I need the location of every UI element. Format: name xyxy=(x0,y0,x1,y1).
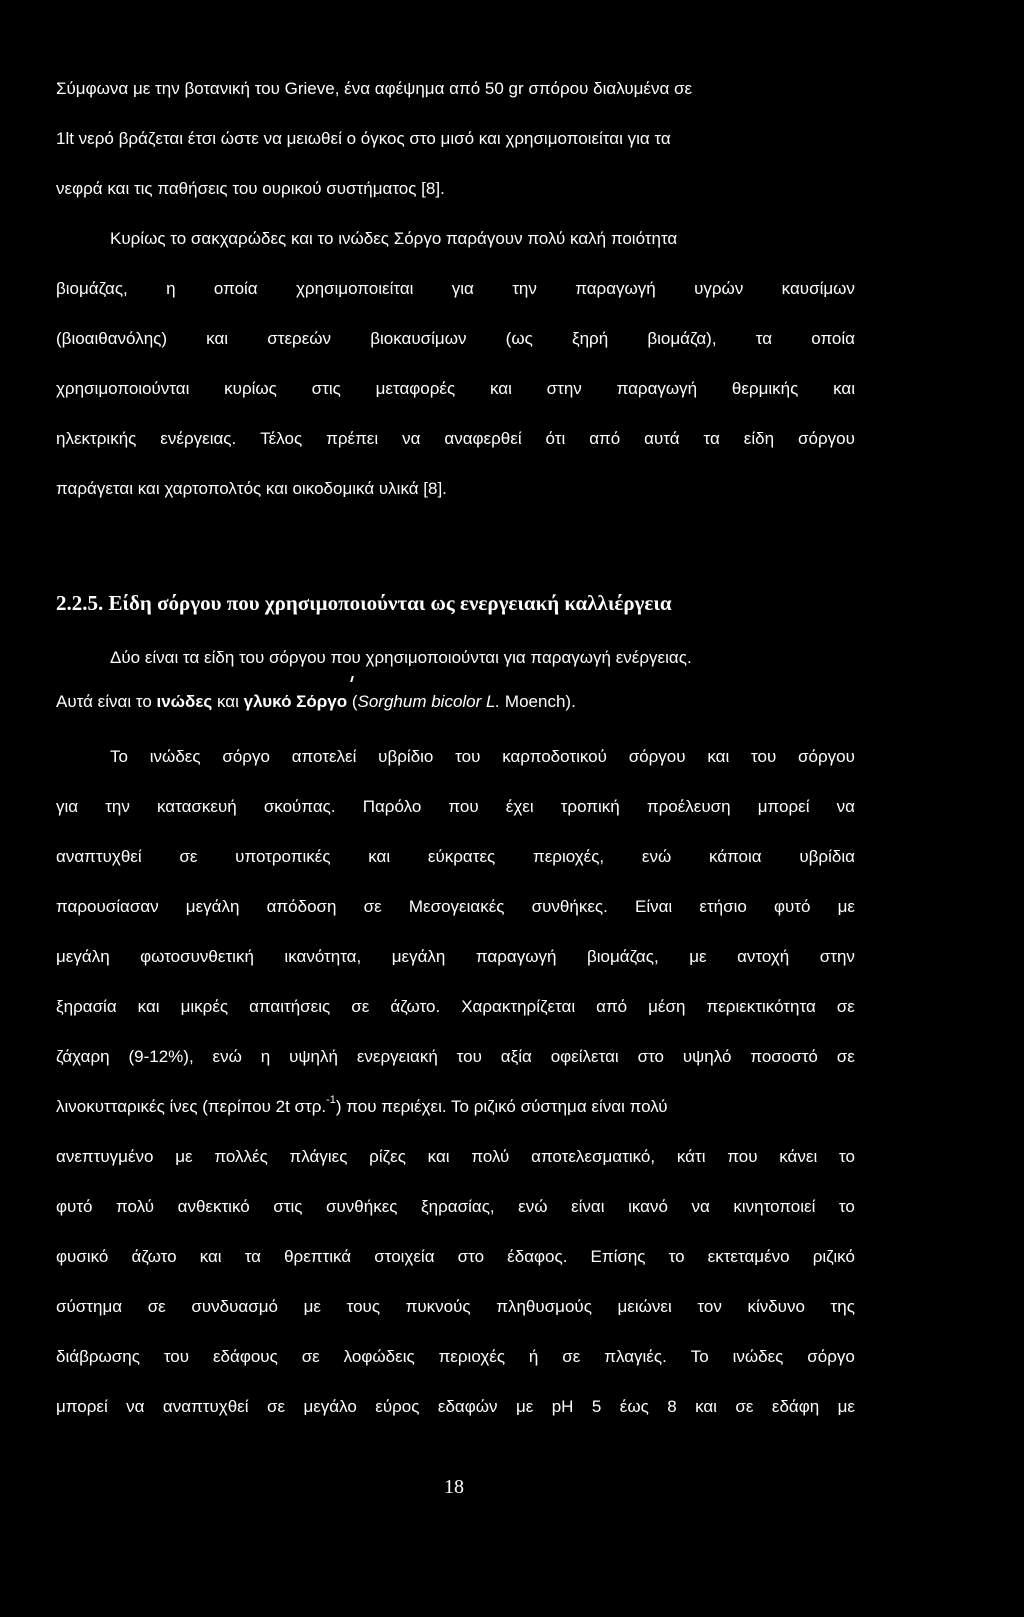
word: θρεπτικά xyxy=(284,1247,352,1266)
word: και xyxy=(695,1397,717,1416)
text-line: Δύο είναι τα είδη του σόργου που χρησιμοποιούνται για παραγωγή ενέργειας. xyxy=(110,648,692,667)
word: Είναι xyxy=(634,897,673,916)
word: βιομάζα), xyxy=(647,329,717,348)
stray-mark xyxy=(350,676,354,682)
word: μέση xyxy=(648,997,686,1016)
word: της xyxy=(830,1297,855,1316)
word: την xyxy=(512,279,537,298)
word: σε xyxy=(836,1047,855,1066)
word: την xyxy=(105,797,130,816)
word: για xyxy=(451,279,474,298)
word: σόργου xyxy=(628,747,686,766)
word: Χαρακτηρίζεται xyxy=(461,997,576,1016)
word: η xyxy=(166,279,176,298)
word: ή xyxy=(528,1347,539,1366)
word: τα xyxy=(703,429,720,448)
word: μεταφορές xyxy=(375,379,456,398)
word: ανεπτυγμένο xyxy=(56,1147,154,1166)
word: μπορεί xyxy=(757,797,810,816)
word: είναι xyxy=(571,1197,605,1216)
text-line xyxy=(56,1194,855,1220)
word: πληθυσμούς xyxy=(496,1297,592,1316)
text-line xyxy=(56,326,855,352)
word: σόργου xyxy=(798,429,855,448)
word: μπορεί xyxy=(56,1397,108,1416)
word: παραγωγή xyxy=(616,379,698,398)
text-line xyxy=(56,1044,855,1070)
word: απαιτήσεις xyxy=(249,997,331,1016)
section-heading: 2.2.5. Είδη σόργου που χρησιμοποιούνται ως ενεργειακή καλλιέργεια xyxy=(56,591,672,615)
word: στερεών xyxy=(267,329,332,348)
bold-term-fibrous: ινώδες xyxy=(156,692,213,711)
word: ξηρή xyxy=(571,329,609,348)
word: κάποια xyxy=(708,847,762,866)
word: κάνει xyxy=(779,1147,818,1166)
word: πολύ xyxy=(471,1147,510,1166)
word: και xyxy=(206,329,229,348)
word: ικανότητα, xyxy=(284,947,362,966)
word: φυσικό xyxy=(56,1247,109,1266)
word: αντοχή xyxy=(737,947,790,966)
word: με xyxy=(515,1397,534,1416)
word: σε xyxy=(735,1397,754,1416)
word: παρουσίασαν xyxy=(56,897,159,916)
word: μεγάλη xyxy=(185,897,240,916)
text-line xyxy=(56,844,855,870)
word: Μεσογειακές xyxy=(408,897,505,916)
word: υβρίδια xyxy=(799,847,855,866)
word: εκτεταμένο xyxy=(707,1247,790,1266)
word: του xyxy=(455,747,481,766)
word: οφείλεται xyxy=(550,1047,619,1066)
word: βιοκαυσίμων xyxy=(370,329,467,348)
word: κατασκευή xyxy=(156,797,237,816)
word: με xyxy=(303,1297,321,1316)
word: (βιοαιθανόλης) xyxy=(56,329,167,348)
word: και xyxy=(833,379,855,398)
word: εδάφους xyxy=(212,1347,278,1366)
word: αποτελεσματικό, xyxy=(531,1147,656,1166)
word: ηλεκτρικής xyxy=(56,429,137,448)
word: από xyxy=(589,429,621,448)
word: σε xyxy=(301,1347,320,1366)
word: και xyxy=(489,379,512,398)
text-line xyxy=(56,1094,855,1120)
word: (ως xyxy=(505,329,533,348)
word: που xyxy=(727,1147,758,1166)
word: ανθεκτικό xyxy=(177,1197,250,1216)
word: να xyxy=(691,1197,710,1216)
word: υποτροπικές xyxy=(235,847,331,866)
word: 8 xyxy=(667,1397,677,1416)
text-line xyxy=(56,276,855,302)
word: για xyxy=(56,797,79,816)
word: τους xyxy=(346,1297,381,1316)
word: το xyxy=(668,1247,685,1266)
bold-term-sweet-sorghum: γλυκό Σόργο xyxy=(243,692,348,711)
word: προέλευση xyxy=(646,797,731,816)
word: απόδοση xyxy=(266,897,337,916)
word: στην xyxy=(819,947,855,966)
word: καυσίμων xyxy=(781,279,855,298)
word: τα xyxy=(755,329,773,348)
text-line xyxy=(56,794,855,820)
word: και xyxy=(137,997,160,1016)
word: διάβρωσης xyxy=(56,1347,140,1366)
word: ετήσιο xyxy=(699,897,747,916)
text-line xyxy=(56,1394,855,1420)
word: φυτό xyxy=(56,1197,93,1216)
word: κυρίως xyxy=(224,379,277,398)
word: πλάγιες xyxy=(289,1147,348,1166)
word: 5 xyxy=(591,1397,602,1416)
word: σόργου xyxy=(798,747,855,766)
word: αποτελεί xyxy=(291,747,357,766)
text-line xyxy=(56,426,855,452)
word: που xyxy=(448,797,479,816)
text-run: Moench). xyxy=(500,692,576,711)
text-run: ( xyxy=(347,692,358,711)
word: φωτοσυνθετική xyxy=(140,947,254,966)
word: πυκνούς xyxy=(405,1297,471,1316)
page-number: 18 xyxy=(444,1476,464,1498)
word: ριζικό xyxy=(812,1247,855,1266)
word: τον xyxy=(697,1297,722,1316)
word: σε xyxy=(351,997,370,1016)
word: στο xyxy=(637,1047,664,1066)
word: βιομάζας, xyxy=(586,947,659,966)
word: Παρόλο xyxy=(362,797,422,816)
word: χρησιμοποιείται xyxy=(295,279,414,298)
word: σόργο xyxy=(222,747,270,766)
word: μεγάλη xyxy=(56,947,110,966)
word: συνδυασμό xyxy=(191,1297,278,1316)
text-line: νεφρά και τις παθήσεις του ουρικού συστήματος [8]. xyxy=(56,179,445,198)
word: από xyxy=(596,997,628,1016)
word: Τέλος xyxy=(260,429,303,448)
text-line xyxy=(56,994,855,1020)
word: λοφώδεις xyxy=(343,1347,415,1366)
word: κινητοποιεί xyxy=(733,1197,816,1216)
word: (9-12%), xyxy=(128,1047,194,1066)
word: να xyxy=(126,1397,145,1416)
word: σόργο xyxy=(807,1347,855,1366)
word: μειώνει xyxy=(617,1297,672,1316)
word: συνθήκες. xyxy=(531,897,608,916)
word: ινώδες xyxy=(149,747,201,766)
word: σε xyxy=(562,1347,581,1366)
word: κίνδυνο xyxy=(747,1297,805,1316)
word: σκούπας. xyxy=(263,797,336,816)
word: και xyxy=(707,747,730,766)
word: έως xyxy=(619,1397,649,1416)
word: ρίζες xyxy=(369,1147,406,1166)
word: Το xyxy=(690,1347,709,1366)
word: στοιχεία xyxy=(374,1247,435,1266)
word: σε xyxy=(179,847,198,866)
word: βιομάζας, xyxy=(56,279,128,298)
text-run: Αυτά είναι το xyxy=(56,692,157,711)
word: μικρές xyxy=(180,997,229,1016)
text-line xyxy=(110,744,855,770)
word: περιεκτικότητα xyxy=(706,997,816,1016)
word: υψηλό xyxy=(682,1047,732,1066)
word: σε xyxy=(363,897,382,916)
word: στις xyxy=(311,379,341,398)
text-line xyxy=(56,944,855,970)
word: θερμικής xyxy=(731,379,799,398)
word: Το xyxy=(110,747,128,766)
word: ζάχαρη xyxy=(56,1047,110,1066)
text-run: λινοκυτταρικές ίνες (περίπου 2t στρ.$^{-1}$) που περιέχει. Το ριζικό σύστημα είναι πολύ xyxy=(56,1094,668,1116)
word: το xyxy=(838,1197,855,1216)
word: ικανό xyxy=(628,1197,668,1216)
word: τα xyxy=(244,1247,261,1266)
text-line: παράγεται και χαρτοπολτός και οικοδομικά υλικά [8]. xyxy=(56,479,447,498)
word: η xyxy=(260,1047,271,1066)
word: χρησιμοποιούνται xyxy=(56,379,190,398)
word: εύκρατες xyxy=(427,847,496,866)
word: κάτι xyxy=(676,1147,706,1166)
word: είδη xyxy=(743,429,775,448)
word: με xyxy=(837,1397,855,1416)
word: στην xyxy=(546,379,582,398)
word: του xyxy=(163,1347,190,1366)
word: εδαφών xyxy=(437,1397,498,1416)
word: ινώδες xyxy=(732,1347,784,1366)
word: περιοχές xyxy=(438,1347,506,1366)
word: ενώ xyxy=(212,1047,242,1066)
word: οποία xyxy=(811,329,855,348)
word: πλαγιές. xyxy=(604,1347,667,1366)
word: το xyxy=(839,1147,855,1166)
word: με xyxy=(689,947,707,966)
text-line xyxy=(56,894,855,920)
word: πολύ xyxy=(116,1197,155,1216)
word: σε xyxy=(836,997,855,1016)
word: σύστημα xyxy=(56,1297,123,1316)
word: αξία xyxy=(500,1047,532,1066)
word: ενεργειακή xyxy=(356,1047,438,1066)
word: συνθήκες xyxy=(326,1197,398,1216)
word: έδαφος. xyxy=(507,1247,568,1266)
text-run: και xyxy=(212,692,244,711)
word: ενώ xyxy=(518,1197,548,1216)
word: μεγάλη xyxy=(391,947,446,966)
word: πρέπει xyxy=(326,429,379,448)
word: αναπτυχθεί xyxy=(162,1397,249,1416)
word: Επίσης xyxy=(590,1247,646,1266)
scientific-name: Sorghum bicolor L. xyxy=(357,692,501,711)
word: να xyxy=(836,797,855,816)
word: αυτά xyxy=(644,429,680,448)
word: pH xyxy=(551,1397,574,1416)
word: να xyxy=(402,429,421,448)
text-line xyxy=(56,689,576,715)
word: και xyxy=(427,1147,450,1166)
word: και xyxy=(368,847,391,866)
word: ότι xyxy=(545,429,566,448)
text-line xyxy=(56,1294,855,1320)
word: ξηρασία xyxy=(56,997,117,1016)
word: υγρών xyxy=(694,279,744,298)
word: έχει xyxy=(505,797,534,816)
word: ενώ xyxy=(641,847,672,866)
word: άζωτο. xyxy=(390,997,441,1016)
word: με xyxy=(837,897,855,916)
word: σε xyxy=(266,1397,286,1416)
text-line: Κυρίως το σακχαρώδες και το ινώδες Σόργο παράγουν πολύ καλή ποιότητα xyxy=(110,229,678,248)
word: αναφερθεί xyxy=(444,429,522,448)
word: μεγάλο xyxy=(303,1397,357,1416)
word: του xyxy=(751,747,777,766)
word: εδάφη xyxy=(771,1397,820,1416)
text-line xyxy=(56,1344,855,1370)
superscript: -1 xyxy=(326,1094,336,1107)
text-line: 1lt νερό βράζεται έτσι ώστε να μειωθεί ο όγκος στο μισό και χρησιμοποιείται για τα xyxy=(56,129,671,148)
word: τροπική xyxy=(560,797,620,816)
word: οποία xyxy=(213,279,258,298)
word: περιοχές, xyxy=(532,847,605,866)
word: με xyxy=(175,1147,193,1166)
word: ξηρασίας, xyxy=(421,1197,495,1216)
word: φυτό xyxy=(773,897,811,916)
word: στο xyxy=(457,1247,485,1266)
text-line xyxy=(56,1144,855,1170)
word: αναπτυχθεί xyxy=(56,847,142,866)
word: ποσοστό xyxy=(750,1047,818,1066)
word: άζωτο xyxy=(131,1247,177,1266)
word: υψηλή xyxy=(289,1047,338,1066)
word: και xyxy=(199,1247,222,1266)
word: εύρος xyxy=(375,1397,420,1416)
word: υβρίδιο xyxy=(378,747,434,766)
text-line xyxy=(56,1244,855,1270)
word: παραγωγή xyxy=(575,279,656,298)
word: παραγωγή xyxy=(475,947,557,966)
word: πολλές xyxy=(214,1147,268,1166)
word: σε xyxy=(147,1297,166,1316)
word: ενέργειας. xyxy=(160,429,237,448)
word: του xyxy=(456,1047,482,1066)
text-line: Σύμφωνα με την βοτανική του Grieve, ένα αφέψημα από 50 gr σπόρου διαλυμένα σε xyxy=(56,79,693,98)
word: καρποδοτικού xyxy=(502,747,607,766)
text-line xyxy=(56,376,855,402)
word: στις xyxy=(273,1197,303,1216)
